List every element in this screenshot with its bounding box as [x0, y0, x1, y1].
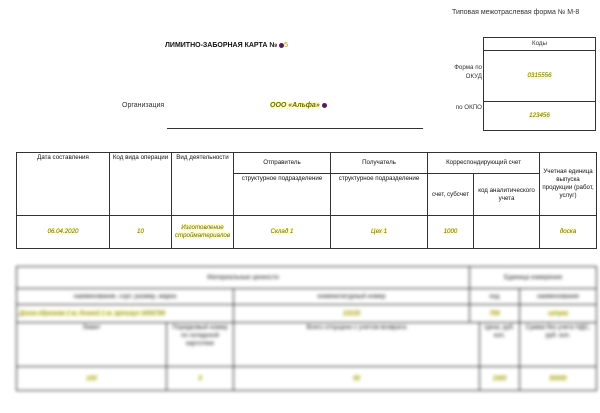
header-unit-name: наименование	[520, 289, 597, 305]
cell-receiver	[331, 216, 428, 249]
header-code: код	[470, 289, 520, 305]
cell-sender	[234, 216, 331, 249]
okud-value	[484, 51, 596, 102]
form-title-text: ЛИМИТНО-ЗАБОРНАЯ КАРТА №	[165, 42, 278, 49]
date-value: 06.04.2020	[47, 228, 79, 235]
cell-price	[480, 367, 520, 391]
header-name: наименование, сорт, размер, марка	[17, 289, 234, 305]
header-receiver: Получатель	[331, 153, 428, 174]
limit-value: 100	[86, 374, 97, 382]
cell-unit	[540, 216, 597, 249]
form-type-note: Типовая межотраслевая форма № М-8	[452, 9, 580, 16]
header-limit: Лимит	[17, 323, 167, 367]
name-value: Доска обрезная 2 м, длиной 1 м, артикул 3456789	[19, 309, 166, 317]
header-account: счет, субсчет	[428, 174, 474, 216]
org-value	[270, 102, 327, 109]
okpo-code: 123456	[529, 112, 550, 119]
header-date: Дата составления	[17, 153, 110, 216]
header-activity: Вид деятельности	[172, 153, 234, 216]
header-corr-account: Корреспондирующий счет	[428, 153, 540, 174]
header-sender: Отправитель	[234, 153, 331, 174]
order-value: 3	[198, 374, 202, 382]
header-unit-measure: Единица измерения	[470, 267, 597, 289]
cell-limit	[17, 367, 167, 391]
okpo-value	[484, 102, 596, 131]
cell-date	[17, 216, 110, 249]
cell-code	[470, 305, 520, 323]
header-unit: Учетная единица выпуска продукции (работ, услуг)	[540, 153, 597, 216]
header-sender-sub: структурное подразделение	[234, 174, 331, 216]
sender-value: Склад 1	[270, 228, 294, 235]
code-value: 769	[489, 309, 500, 317]
cell-activity	[172, 216, 234, 249]
cell-op-code	[110, 216, 172, 249]
org-label: Организация	[122, 102, 165, 109]
okud-label: Форма по ОКУД	[454, 64, 482, 80]
header-mat-values: Материальные ценности	[17, 267, 470, 289]
cell-total	[234, 367, 480, 391]
sum-value: 50000	[549, 374, 567, 382]
header-sum: Сумма без учета НДС, руб. коп.	[520, 323, 597, 367]
cell-nomen	[234, 305, 470, 323]
cell-sum	[520, 367, 597, 391]
org-underline	[167, 128, 423, 129]
total-value: 50	[353, 374, 360, 382]
org-name: ООО «Альфа»	[270, 102, 320, 109]
receiver-value: Цех 1	[370, 228, 388, 235]
activity-value: Изготовление стройматериалов	[174, 224, 231, 239]
marker-dot-icon	[322, 103, 327, 108]
account-value: 1000	[443, 228, 458, 235]
main-table	[16, 152, 597, 249]
form-number: 5	[284, 42, 289, 49]
header-op-code: Код вида операции	[110, 153, 172, 216]
nomen-value: 10233	[342, 309, 361, 317]
okud-code: 0315556	[527, 72, 552, 79]
header-receiver-sub: структурное подразделение	[331, 174, 428, 216]
op-code-value: 10	[137, 228, 144, 235]
unit-name-value: штука	[548, 309, 568, 317]
materials-table	[16, 266, 597, 391]
unit-value: доска	[559, 228, 577, 235]
cell-unit-name	[520, 305, 597, 323]
price-value: 1000	[492, 374, 507, 382]
cell-analytic	[474, 216, 540, 249]
cell-name	[17, 305, 234, 323]
form-title	[165, 42, 288, 49]
codes-header: Коды	[484, 38, 596, 51]
header-price: Цена, руб. коп.	[480, 323, 520, 367]
header-total: Всего отпущено с учетом возврата	[234, 323, 480, 367]
header-analytic: код аналитического учета	[474, 174, 540, 216]
cell-account	[428, 216, 474, 249]
header-nomen: номенклатурный номер	[234, 289, 470, 305]
header-order-no: Порядковый номер по складской картотеке	[167, 323, 234, 367]
okpo-label: по ОКПО	[455, 104, 482, 111]
codes-table	[483, 37, 596, 131]
cell-order-no	[167, 367, 234, 391]
